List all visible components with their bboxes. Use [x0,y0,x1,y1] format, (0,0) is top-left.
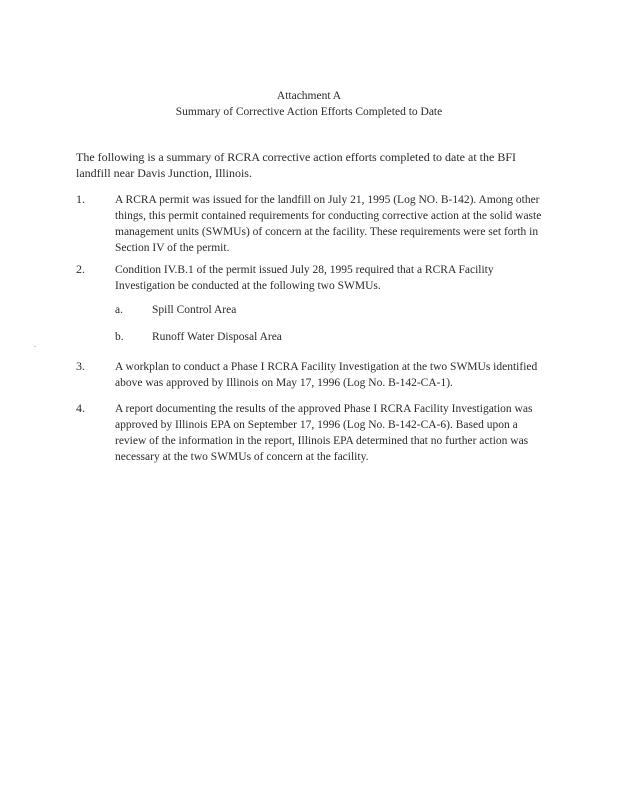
subitem-text: Runoff Water Disposal Area [152,331,282,343]
item-text: A report documenting the results of the approved Phase I RCRA Facility Investigation was approved by Illinois EPA on September 17, 1996 (Log No. B-142-CA-6). Based upon a review of the information in the report, Illinois EPA determined that no further action was necessary at the two SWMUs of concern at the facility. [115,403,533,463]
item-number: 3. [76,359,85,373]
item-number: 1. [76,192,85,206]
item-text: Condition IV.B.1 of the permit issued July 28, 1995 required that a RCRA Facility Investigation be conducted at the following two SWMUs. [115,264,494,292]
intro-paragraph: The following is a summary of RCRA corrective action efforts completed to date at the BFI landfill near Davis Junction, Illinois. [76,150,517,180]
subitem-text: Spill Control Area [152,304,237,316]
attachment-title: Attachment A [276,90,342,102]
subitem-letter: b. [115,331,124,343]
item-number: 4. [76,401,85,415]
document-subtitle: Summary of Corrective Action Efforts Completed to Date [175,106,443,118]
item-text: A workplan to conduct a Phase I RCRA Facility Investigation at the two SWMUs identified above was approved by Illinois on May 17, 1996 (Log No. B-142-CA-1). [115,361,538,389]
item-text: A RCRA permit was issued for the landfill on July 21, 1995 (Log NO. B-142). Among other things, this permit contained requirements for conducting corrective action at the solid waste management units (SWMUs) of concern at the facility. These requirements were set forth in Section IV of the permit. [115,194,542,254]
subitem-letter: a. [115,304,123,316]
stray-mark: . [34,340,36,349]
item-number: 2. [76,262,85,276]
